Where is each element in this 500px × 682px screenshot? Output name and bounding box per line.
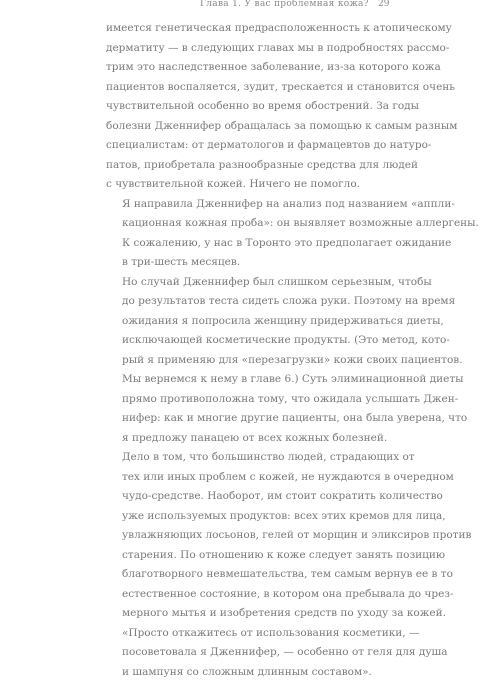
text-line: К сожалению, у нас в Торонто это предполагает ожидание [106,234,382,254]
text-line: в три-шесть месяцев. [106,253,382,273]
text-line: дерматиту — в следующих главах мы в подробностях рассмо- [106,39,382,59]
text-line: чудо-средстве. Наоборот, им стоит сократить количество [106,487,382,507]
text-line: с чувствительной кожей. Ничего не помогло. [106,175,382,195]
text-line: естественное состояние, в котором она пребывала до чрез- [106,585,382,605]
page-number: 29 [378,0,389,11]
text-line: я предложу панацею от всех кожных болезней. [106,429,382,449]
text-line: трим это наследственное заболевание, из-за которого кожа [106,58,382,78]
running-header [0,0,500,11]
paragraph [106,195,382,273]
text-line: ожидания я попросила женщину придерживаться диеты, [106,312,382,332]
text-line: Но случай Дженнифер был слишком серьезным, чтобы [106,273,382,293]
paragraph [106,19,382,195]
text-line: тех или иных проблем с кожей, не нуждаются в очередном [106,468,382,488]
text-line: Дело в том, что большинство людей, страдающих от [106,448,382,468]
text-line: и шампуня со сложным длинным составом». [106,663,382,682]
text-line: Я направила Дженнифер на анализ под названием «аппли- [106,195,382,215]
text-line: мерного мытья и изобретения средств по уходу за кожей. [106,604,382,624]
paragraph [106,273,382,449]
text-line: кационная кожная проба»: он выявляет возможные аллергены. [106,214,382,234]
text-line: Мы вернемся к нему в главе 6.) Суть элиминационной диеты [106,370,382,390]
text-line: специалистам: от дерматологов и фармацевтов до натуро- [106,136,382,156]
text-line: «Просто откажитесь от использования косметики, — [106,624,382,644]
text-line: уже используемых продуктов: всех этих кремов для лица, [106,507,382,527]
paragraph [106,624,382,682]
text-line: болезни Дженнифер обращалась за помощью к самым разным [106,117,382,137]
text-line: исключающей косметические продукты. (Это метод, кото- [106,331,382,351]
text-line: пациентов воспаляется, зудит, трескается и становится очень [106,78,382,98]
chapter-title: Глава 1. У вас проблемная кожа? [200,0,369,11]
text-line: старения. По отношению к коже следует занять позицию [106,546,382,566]
text-line: рый я применяю для «перезагрузки» кожи своих пациентов. [106,351,382,371]
text-line: имеется генетическая предрасположенность к атопическому [106,19,382,39]
paragraph [106,448,382,624]
text-line: посоветовала я Дженнифер, — особенно от геля для душа [106,643,382,663]
text-line: прямо противоположна тому, что ожидала услышать Джен- [106,390,382,410]
text-line: патов, приобретала разнообразные средства для людей [106,156,382,176]
text-line: до результатов теста сидеть сложа руки. Поэтому на время [106,292,382,312]
text-line: чувствительной особенно во время обострений. За годы [106,97,382,117]
text-line: нифер: как и многие другие пациенты, она была уверена, что [106,409,382,429]
text-line: благотворного невмешательства, тем самым вернув ее в то [106,565,382,585]
text-line: увлажняющих лосьонов, гелей от морщин и эликсиров против [106,526,382,546]
body-text [106,19,382,682]
